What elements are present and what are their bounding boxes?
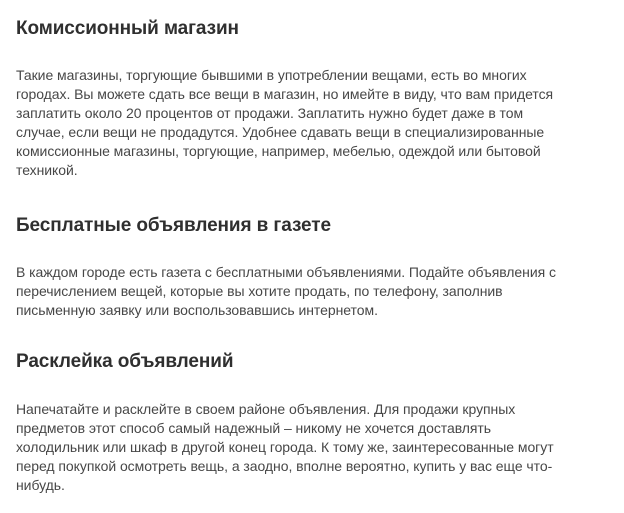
paragraph-line: Напечатайте и расклейте в своем районе объявления. Для продажи крупных xyxy=(16,401,516,417)
paragraph-line: случае, если вещи не продадутся. Удобнее сдавать вещи в специализированные xyxy=(16,124,545,140)
paragraph-line: нибудь. xyxy=(16,477,65,493)
paragraph-line: предметов этот способ самый надежный – никому не хочется доставлять xyxy=(16,420,492,436)
paragraph-line: холодильник или шкаф в другой конец города. К тому же, заинтересованные могут xyxy=(16,439,554,455)
paragraph-line: перечислением вещей, которые вы хотите продать, по телефону, заполнив xyxy=(16,283,503,299)
section-paragraph xyxy=(16,400,554,495)
section-heading: Расклейка объявлений xyxy=(16,351,234,372)
paragraph-line: комиссионные магазины, торгующие, например, мебелью, одеждой или бытовой xyxy=(16,143,541,159)
paragraph-line: городах. Вы можете сдать все вещи в магазин, но имейте в виду, что вам придется xyxy=(16,86,554,102)
paragraph-line: Такие магазины, торгующие бывшими в употреблении вещами, есть во многих xyxy=(16,67,527,83)
section-heading: Комиссионный магазин xyxy=(16,18,239,39)
paragraph-line: техникой. xyxy=(16,162,78,178)
section-heading: Бесплатные объявления в газете xyxy=(16,215,331,236)
paragraph-line: письменную заявку или воспользовавшись интернетом. xyxy=(16,302,378,318)
section-paragraph xyxy=(16,263,556,320)
section-paragraph xyxy=(16,66,553,180)
paragraph-line: перед покупкой осмотреть вещь, а заодно, вполне вероятно, купить у вас еще что- xyxy=(16,458,553,474)
paragraph-line: заплатить около 20 процентов от продажи. Заплатить нужно будет даже в том xyxy=(16,105,524,121)
paragraph-line: В каждом городе есть газета с бесплатными объявлениями. Подайте объявления с xyxy=(16,264,556,280)
